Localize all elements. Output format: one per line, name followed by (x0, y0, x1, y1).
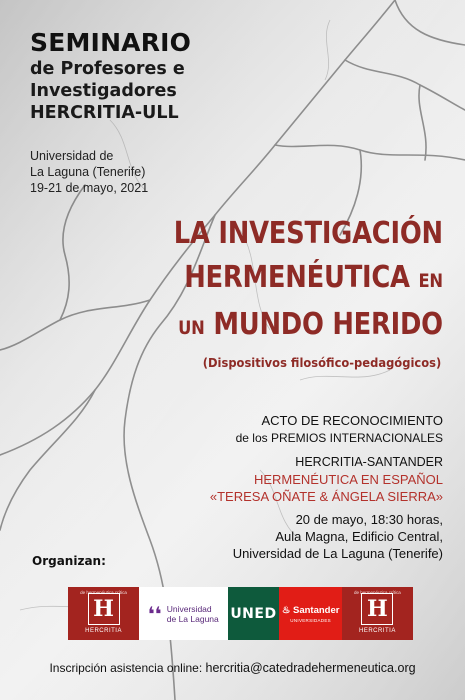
hercritia-name: HERCRITIA (85, 628, 122, 634)
seminar-dates: 19-21 de mayo, 2021 (30, 181, 149, 195)
award-line4: HERMENÉUTICA EN ESPAÑOL (253, 471, 443, 487)
hercritia-logo (68, 587, 139, 640)
seminar-place (30, 148, 145, 180)
organizers-label: Organizan: (32, 554, 106, 568)
registration-prefix: Inscripción asistencia online: (49, 661, 203, 675)
hercritia-arc-text-2: de hermenéutica crítica (354, 590, 401, 595)
seminar-title-line2: de Profesores e (30, 59, 185, 79)
main-title-line1: LA INVESTIGACIÓN (173, 216, 443, 251)
santander-text: Santander (292, 604, 340, 616)
ull-text-line2: de La Laguna (166, 613, 219, 624)
main-title (130, 212, 443, 350)
hercritia-h-icon-2: H (361, 593, 393, 625)
hercritia-h-icon: H (88, 593, 120, 625)
award-line5: «TERESA OÑATE & ÁNGELA SIERRA» (209, 488, 443, 504)
organizer-logos (68, 587, 413, 640)
uned-logo: UNED (228, 587, 280, 640)
main-title-line3-main: MUNDO HERIDO (213, 307, 443, 342)
venue-line2: Aula Magna, Edificio Central, (275, 529, 443, 544)
venue-line1: 20 de mayo, 18:30 horas, (295, 512, 443, 527)
santander-flame-icon: ♨ (281, 604, 291, 616)
main-title-line2-small: EN (418, 270, 443, 292)
award-line2: de los PREMIOS INTERNACIONALES (235, 430, 443, 445)
ull-text (167, 604, 219, 624)
seminar-title-line3: Investigadores (30, 81, 177, 101)
ull-quote-icon: ❛❛ (147, 601, 162, 626)
main-title-line2-main: HERMENÉUTICA (184, 260, 410, 295)
hercritia-name-2: HERCRITIA (359, 628, 396, 634)
award-line3: HERCRITIA-SANTANDER (295, 455, 443, 469)
hercritia-arc-text: de hermenéutica crítica (80, 590, 127, 595)
subtitle: (Dispositivos filosófico-pedagógicos) (202, 355, 441, 370)
main-title-line3-small: UN (178, 317, 205, 339)
place-line1: Universidad de (30, 149, 114, 163)
seminar-title-line4: HERCRITIA-ULL (30, 103, 179, 123)
venue-line3: Universidad de La Laguna (Tenerife) (232, 546, 443, 561)
venue (233, 511, 443, 562)
main-title-line3 (174, 303, 443, 350)
santander-sub: UNIVERSIDADES (290, 617, 331, 623)
registration-line (0, 661, 465, 675)
hercritia-logo-2 (342, 587, 413, 640)
seminar-title-line1: SEMINARIO (30, 28, 192, 57)
seminar-title (30, 28, 230, 124)
ull-logo (139, 587, 227, 640)
main-title-line2 (174, 256, 443, 303)
award-announcement (210, 413, 443, 505)
award-line1: ACTO DE RECONOCIMIENTO (261, 413, 443, 428)
registration-email-link[interactable]: hercritia@catedradehermeneutica.org (205, 661, 416, 675)
ull-text-line1: Universidad (166, 603, 212, 614)
place-line2: La Laguna (Tenerife) (30, 165, 146, 179)
santander-name (282, 605, 340, 616)
santander-logo (279, 587, 341, 640)
